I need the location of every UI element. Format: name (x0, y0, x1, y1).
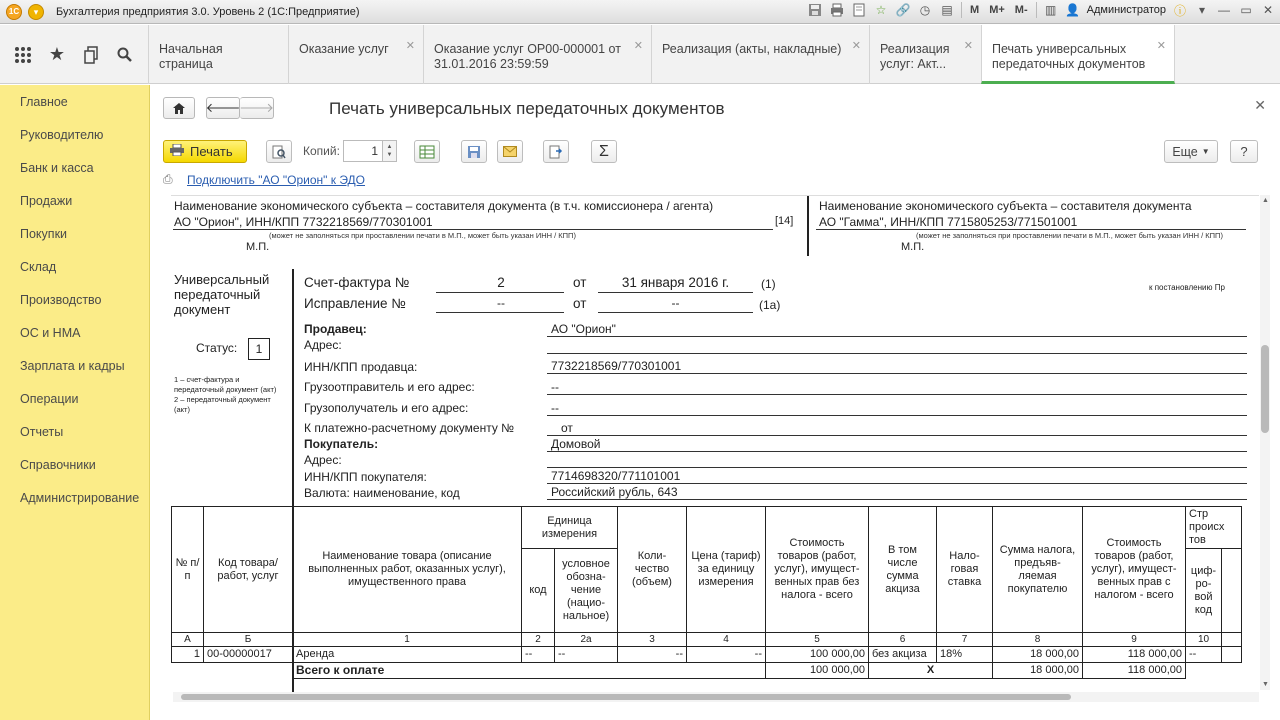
index-cell: Б (204, 633, 293, 647)
favorites-icon[interactable]: ☆ (875, 3, 887, 17)
index-cell: 4 (687, 633, 766, 647)
buyer-inn-label: ИНН/КПП покупателя: (304, 470, 427, 484)
panels-icon[interactable]: ▥ (1044, 3, 1057, 17)
buyer-address-label: Адрес: (304, 453, 342, 467)
header-origin-more (1222, 549, 1242, 633)
consignee-value: -- (551, 401, 559, 415)
sidebar-item-production[interactable]: Производство (20, 293, 102, 307)
status-label: Статус: (196, 341, 238, 355)
shipper-value: -- (551, 380, 559, 394)
stamp-note: (может не заполняться при проставлении печати в М.П., может быть указан ИНН / КПП) (916, 231, 1223, 240)
underline (436, 312, 564, 313)
tab-services[interactable]: Оказание услуг ✕ (288, 25, 423, 84)
main-menu-icon[interactable]: ▾ (28, 4, 44, 20)
cell-name: Аренда (293, 647, 522, 663)
sidebar-item-fixed-assets[interactable]: ОС и НМА (20, 326, 81, 340)
correction-ref: (1а) (759, 298, 781, 312)
left-header-title: Наименование экономического субъекта – составителя документа (в т.ч. комиссионера / агента) (174, 199, 714, 213)
user-name[interactable]: Администратор (1086, 4, 1166, 16)
edo-icon: ⎙ (163, 172, 173, 186)
cell-cost-with-tax: 118 000,00 (1083, 647, 1186, 663)
right-mp: М.П. (901, 241, 925, 253)
save-file-button[interactable] (461, 140, 487, 163)
left-ref: [14] (775, 215, 794, 227)
chevron-down-icon[interactable]: ▾ (1198, 3, 1206, 17)
sidebar-item-operations[interactable]: Операции (20, 392, 79, 406)
print-icon[interactable] (829, 2, 845, 18)
scroll-up-icon[interactable]: ▲ (1262, 197, 1269, 204)
separator (961, 2, 962, 18)
stamp-note: (может не заполняться при проставлении печати в М.П., может быть указан ИНН / КПП) (269, 231, 576, 240)
help-button[interactable]: ? (1230, 140, 1258, 163)
header-cost-wo-tax: Стоимость товаров (работ, услуг), имущест-венных прав без налога - всего (766, 507, 869, 633)
attach-button[interactable] (543, 140, 569, 163)
underline (547, 394, 1247, 395)
seller-label: Продавец: (304, 322, 367, 336)
goods-table (171, 506, 1242, 679)
correction-date: -- (671, 296, 680, 310)
cell-unit-name: -- (555, 647, 618, 663)
tab-sales-act[interactable]: Реализация услуг: Акт... ✕ (869, 25, 981, 84)
tab-service-document[interactable]: Оказание услуг ОР00-000001 от 31.01.2016 23:59:59 ✕ (423, 25, 651, 84)
status-legend: 1 – счет-фактура и передаточный документ (акт) 2 – передаточный документ (акт) (174, 375, 277, 414)
sidebar-item-warehouse[interactable]: Склад (20, 260, 57, 274)
print-button[interactable]: Печать (163, 140, 247, 163)
close-tab-icon[interactable]: ✕ (1156, 40, 1166, 52)
window-title: Бухгалтерия предприятия 3.0. Уровень 2 (1С:Предприятие) (56, 5, 360, 18)
history-pages-icon[interactable] (80, 44, 102, 66)
separator (1036, 2, 1037, 18)
history-icon[interactable]: ◷ (919, 3, 931, 17)
underline (816, 229, 1246, 230)
minimize-icon[interactable]: — (1218, 3, 1230, 17)
total-row (172, 663, 1242, 679)
upd-title: Универсальный передаточный документ (174, 272, 270, 317)
underline (547, 499, 1247, 500)
header-unit-code: код (522, 549, 555, 633)
close-form-icon[interactable]: ✕ (1254, 97, 1266, 113)
underline (436, 292, 564, 293)
underline (173, 229, 773, 230)
scroll-thumb[interactable] (1261, 345, 1269, 433)
info-icon[interactable]: ⓘ (1173, 3, 1186, 18)
buyer-value: Домовой (551, 437, 601, 451)
header-code: Код товара/ работ, услуг (204, 507, 293, 633)
link-icon[interactable]: 🔗 (895, 3, 911, 17)
header-cost-with-tax: Стоимость товаров (работ, услуг), имущест-венных прав с налогом - всего (1083, 507, 1186, 633)
sidebar-item-administration[interactable]: Администрирование (20, 491, 140, 505)
index-cell: 10 (1186, 633, 1222, 647)
underline (547, 353, 1247, 354)
horizontal-scrollbar[interactable] (173, 692, 1259, 702)
index-cell: А (172, 633, 204, 647)
header-rate: Нало-говая ставка (937, 507, 993, 633)
cell-tax-sum: 18 000,00 (993, 647, 1083, 663)
sidebar-item-directories[interactable]: Справочники (20, 458, 96, 472)
save-icon[interactable] (807, 2, 823, 18)
underline (547, 336, 1247, 337)
invoice-number: 2 (497, 275, 505, 290)
scroll-thumb[interactable] (181, 694, 1071, 700)
tab-print-upd[interactable]: Печать универсальных передаточных документов ✕ (981, 25, 1175, 84)
correction-number: -- (497, 296, 505, 310)
apps-grid-icon[interactable] (12, 44, 34, 66)
total-cost-with-tax: 118 000,00 (1083, 663, 1186, 679)
shipper-label: Грузоотправитель и его адрес: (304, 380, 475, 394)
index-cell: 9 (1083, 633, 1186, 647)
index-cell: 6 (869, 633, 937, 647)
cell-code: 00-00000017 (204, 647, 293, 663)
invoice-ref: (1) (761, 277, 776, 291)
total-excise: Х (869, 663, 993, 679)
total-cost-wo-tax: 100 000,00 (766, 663, 869, 679)
star-icon[interactable]: ★ (48, 44, 66, 64)
cell-origin-more (1222, 647, 1242, 663)
total-tax-sum: 18 000,00 (993, 663, 1083, 679)
memory-minus-button[interactable]: M- (1014, 4, 1028, 16)
connect-edo-link[interactable]: Подключить "АО "Орион" к ЭДО (187, 173, 366, 187)
underline (547, 451, 1247, 452)
header-origin: Стр происх тов (1186, 507, 1242, 549)
payment-doc-value: от (561, 421, 573, 435)
index-cell: 2а (555, 633, 618, 647)
sidebar-item-payroll[interactable]: Зарплата и кадры (20, 359, 125, 373)
seller-inn-value: 7732218569/770301001 (551, 359, 682, 373)
scroll-down-icon[interactable]: ▼ (1262, 681, 1269, 688)
index-cell: 5 (766, 633, 869, 647)
currency-value: Российский рубль, 643 (551, 485, 678, 499)
printer-icon (170, 144, 184, 159)
buyer-label: Покупатель: (304, 437, 379, 451)
header-qty: Коли-чество (объем) (618, 507, 687, 633)
total-label: Всего к оплате (293, 663, 766, 679)
memory-button[interactable]: M (970, 4, 980, 16)
printed-document[interactable] (171, 195, 1259, 695)
sidebar-item-purchases[interactable]: Покупки (20, 227, 68, 241)
cell-cost-wo-tax: 100 000,00 (766, 647, 869, 663)
copies-stepper[interactable]: ▲ ▼ (383, 140, 397, 162)
underline (547, 415, 1247, 416)
left-company: АО "Орион", ИНН/КПП 7732218569/770301001 (174, 215, 433, 229)
cell-excise: без акциза (869, 647, 937, 663)
document-icon[interactable]: ▤ (941, 3, 953, 17)
app-logo-icon[interactable]: 1C (6, 4, 22, 20)
right-company: АО "Гамма", ИНН/КПП 7715805253/771501001 (819, 215, 1078, 229)
buyer-inn-value: 7714698320/771101001 (551, 469, 681, 483)
copies-input[interactable]: 1 (343, 140, 383, 162)
preview-button[interactable] (266, 140, 292, 163)
tab-home[interactable]: Начальная страница (148, 25, 288, 84)
back-button[interactable]: 🡐 (206, 97, 240, 119)
close-tab-icon[interactable]: ✕ (851, 40, 861, 52)
decree-note: к постановлению Пр (1149, 283, 1225, 292)
consignee-label: Грузополучатель и его адрес: (304, 401, 469, 415)
from-label: от (573, 296, 587, 311)
cell-rate: 18% (937, 647, 993, 663)
home-button[interactable] (163, 97, 195, 119)
index-cell: 1 (293, 633, 522, 647)
window-title-bar (0, 0, 1280, 24)
header-price: Цена (тариф) за единицу измерения (687, 507, 766, 633)
underline (547, 435, 1247, 436)
header-name: Наименование товара (описание выполненных работ, оказанных услуг), имущественного права (293, 507, 522, 633)
header-unit-name: условное обозна-чение (нацио-нальное) (555, 549, 618, 633)
from-label: от (573, 275, 587, 290)
header-no: № п/п (172, 507, 204, 633)
memory-plus-button[interactable]: M+ (989, 4, 1005, 16)
status-box: 1 (248, 338, 270, 360)
payment-doc-label: К платежно-расчетному документу № (304, 421, 515, 435)
cell-unit-code: -- (522, 647, 555, 663)
index-cell (1222, 633, 1242, 647)
correction-label: Исправление № (304, 296, 406, 311)
more-button[interactable]: Еще ▼ (1164, 140, 1218, 163)
sidebar-item-manager[interactable]: Руководителю (20, 128, 104, 142)
copies-label: Копий: (303, 144, 340, 158)
sidebar-item-main[interactable]: Главное (20, 95, 68, 109)
tab-sales-list[interactable]: Реализация (акты, накладные) ✕ (651, 25, 869, 84)
currency-label: Валюта: наименование, код (304, 486, 460, 500)
underline (598, 292, 753, 293)
seller-address-label: Адрес: (304, 338, 342, 352)
index-cell: 3 (618, 633, 687, 647)
table-row[interactable] (172, 647, 1242, 663)
sidebar-item-reports[interactable]: Отчеты (20, 425, 64, 439)
close-tab-icon[interactable]: ✕ (633, 40, 643, 52)
close-icon[interactable]: ✕ (1262, 3, 1274, 17)
seller-value: АО "Орион" (551, 322, 616, 336)
forward-button[interactable]: 🡒 (240, 97, 274, 119)
sum-button[interactable]: Σ (591, 140, 617, 163)
header-tax-sum: Сумма налога, предъяв-ляемая покупателю (993, 507, 1083, 633)
seller-inn-label: ИНН/КПП продавца: (304, 360, 418, 374)
close-tab-icon[interactable]: ✕ (963, 40, 973, 52)
underline (547, 467, 1247, 468)
cell-origin: -- (1186, 647, 1222, 663)
sidebar-item-bank[interactable]: Банк и касса (20, 161, 94, 175)
divider (807, 196, 809, 256)
preview-icon[interactable] (851, 2, 867, 18)
search-icon[interactable] (114, 44, 136, 66)
cell-qty: -- (618, 647, 687, 663)
right-header-title: Наименование экономического субъекта – составителя документа (819, 199, 1192, 213)
cell-price: -- (687, 647, 766, 663)
vertical-scrollbar[interactable] (1260, 195, 1270, 690)
user-icon: 👤 (1065, 3, 1081, 17)
sidebar-item-sales[interactable]: Продажи (20, 194, 73, 208)
header-origin-code: циф-ро-вой код (1186, 549, 1222, 633)
invoice-date: 31 января 2016 г. (621, 275, 730, 290)
main-form (151, 85, 1280, 720)
section-bar (0, 25, 1280, 84)
restore-icon[interactable]: ▭ (1240, 3, 1252, 17)
header-unit: Единица измерения (522, 507, 618, 549)
sidebar (0, 85, 150, 720)
chevron-down-icon: ▼ (1201, 147, 1210, 156)
header-excise: В том числе сумма акциза (869, 507, 937, 633)
invoice-label: Счет-фактура № (304, 275, 410, 290)
underline (547, 373, 1247, 374)
underline (598, 312, 753, 313)
table-edit-button[interactable] (414, 140, 440, 163)
email-button[interactable] (497, 140, 523, 163)
left-mp: М.П. (246, 241, 270, 253)
index-cell: 2 (522, 633, 555, 647)
page-title: Печать универсальных передаточных документов (329, 99, 725, 118)
cell-no: 1 (172, 647, 204, 663)
close-tab-icon[interactable]: ✕ (405, 40, 415, 52)
index-cell: 7 (937, 633, 993, 647)
underline (547, 483, 1247, 484)
index-cell: 8 (993, 633, 1083, 647)
